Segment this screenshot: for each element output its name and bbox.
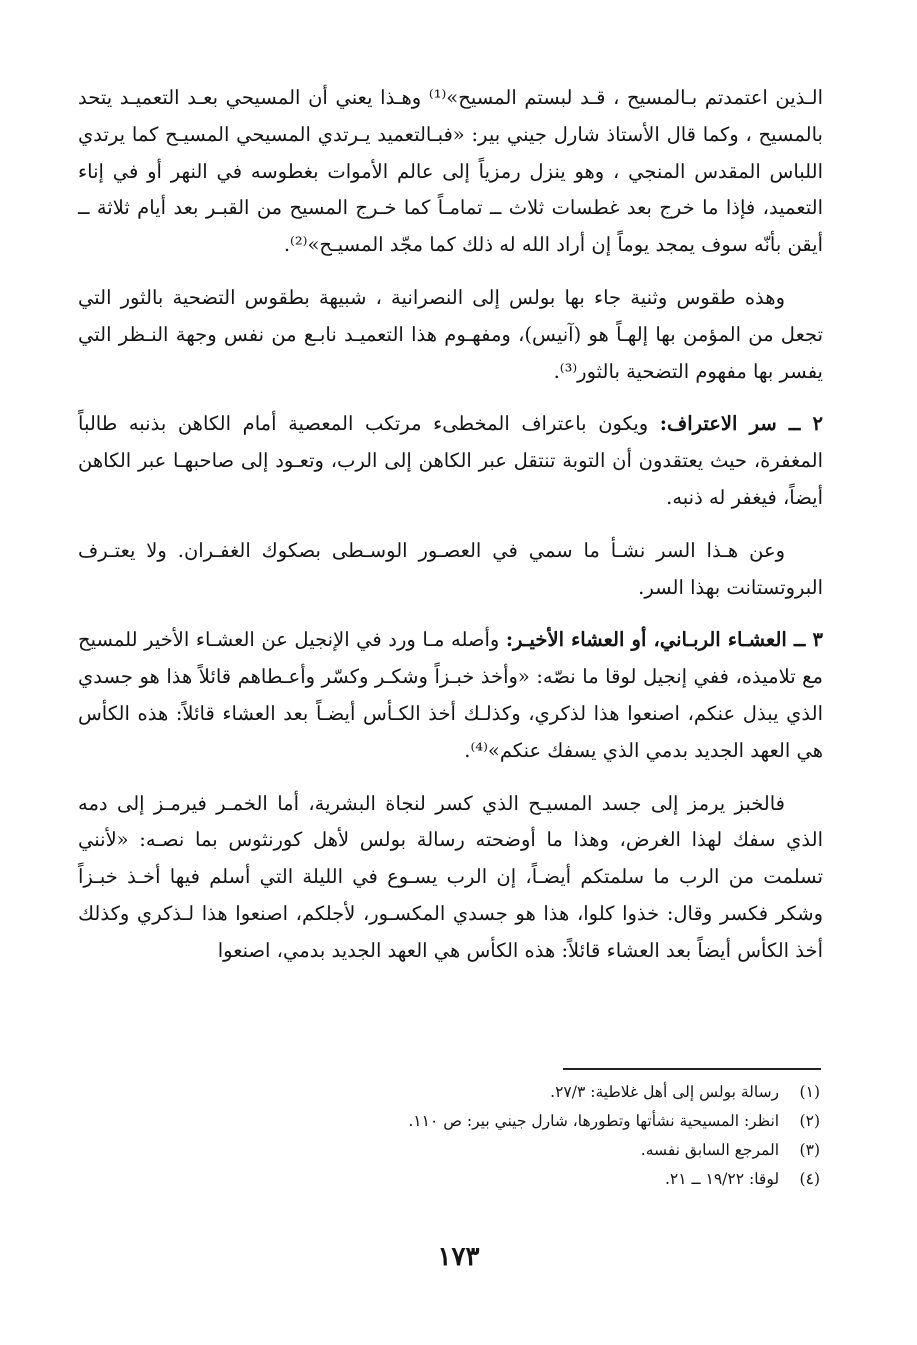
footnote-divider <box>563 1068 821 1070</box>
footnote-text: لوقا: ١٩/٢٢ ــ ٢١. <box>664 1170 780 1188</box>
footnote-text: رسالة بولس إلى أهل غلاطية: ٢٧/٣. <box>550 1083 780 1101</box>
footnote-number: (٢) <box>799 1112 820 1130</box>
footnote-number: (١) <box>799 1083 820 1101</box>
main-text <box>78 80 823 986</box>
paragraph-5 <box>78 622 823 769</box>
page-number: ١٧٣ <box>437 1242 480 1272</box>
footnote-text: انظر: المسيحية نشأتها وتطورها، شارل جيني بير: ص ١١٠. <box>408 1112 780 1130</box>
paragraph-4: وعن هـذا السر نشـأ ما سمي في العصـور الوسـطى بصكوك الغفـران. ولا يعتـرف البروتستانت بهذا السر. <box>78 538 823 599</box>
paragraph-2: وهذه طقوس وثنية جاء بها بولس إلى النصرانية ، شبيهة بطقوس التضحية بالثور التي تجعل من المؤمن بها إلهـاً هو (آنيس)، ومفهـوم هذا التعميـد نابـع من نفس وجهة النـظر التي يفسر بها مفهوم التضحية بالثور⁽³⁾. <box>78 285 823 383</box>
paragraph-6: فالخبز يرمز إلى جسد المسيـح الذي كسر لنجاة البشرية، أما الخمـر فيرمـز إلى دمه الذي سفك لهذا الغرض، وهذا ما أوضحته رسالة بولس لأهل كورنثوس بما نصـه: «لأنني تسلمت من الرب ما سلمتكم أيضـاً، إن الرب يسـوع في الليلة التي أسلم فيها أخـذ خبـزاً وشكر فكسر وقال: خذوا كلوا، هذا هو جسدي المكسـور، لأجلكم، اصنعوا هذا لـذكري وكذلك أخذ الكأس أيضاً بعد العشاء قائلاً: هذه الكأس هي العهد الجديد بدمي، اصنعوا <box>78 791 823 962</box>
paragraph-1: الـذين اعتمدتم بـالمسيح ، قـد لبستم المسيح»⁽¹⁾ وهـذا يعني أن المسيحي بعـد التعميـد يتحد بالمسيح ، وكما قال الأستاذ شارل جيني بير: «فبـالتعميد يـرتدي المسيحي المسيـح كما يرتدي اللباس المقدس المنجي ، وهو ينزل رمزياً إلى عالم الأموات بغطوسه في النهر أو في إناء التعميد، فإذا ما خرج بعد غطسات ثلاث ــ تمامـاً كما خـرج المسيح من القبـر بعد أيام ثلاثة ــ أيقن بأنّه سوف يمجد يوماً إن أراد الله له ذلك كما مجّد المسيـح»⁽²⁾. <box>78 86 823 257</box>
paragraph-5-text: وأصله مـا ورد في الإنجيل عن العشـاء الأخير للمسيح مع تلاميذه، ففي إنجيل لوقا ما نصّه: «وأخذ خبـزاً وشكـر وكسّر وأعـطاهم قائلاً هذا هو جسدي الذي يبذل عنكم، اصنعوا هذا لذكري، وكذلـك أخذ الكـأس أيضـاً بعد العشاء قائلاً: هذه الكأس هي العهد الجديد بدمي الذي يسفك عنكم»⁽⁴⁾. <box>78 628 823 762</box>
footnote-number: (٤) <box>799 1170 820 1188</box>
footnote-item <box>420 1078 820 1107</box>
footnote-number: (٣) <box>799 1141 820 1159</box>
section-heading-last-supper: ٣ ــ العشـاء الربـاني، أو العشاء الأخيـر: <box>505 628 823 652</box>
footnote-item <box>420 1136 820 1165</box>
footnotes <box>408 1078 820 1194</box>
footnote-text: المرجع السابق نفسه. <box>640 1141 780 1159</box>
section-heading-confession: ٢ ــ سر الاعتراف: <box>659 412 823 436</box>
paragraph-3 <box>78 406 823 516</box>
footnote-item <box>408 1107 820 1136</box>
paragraph-3-text: ويكون باعتراف المخطىء مرتكب المعصية أمام الكاهن بذنبه طالباً المغفرة، حيث يعتقدون أن التوبة تنتقل عبر الكاهن إلى الرب، وتعـود إلى صاحبهـا عبر الكاهن أيضاً، فيغفر له ذنبه. <box>78 412 823 509</box>
footnote-item <box>420 1165 820 1194</box>
